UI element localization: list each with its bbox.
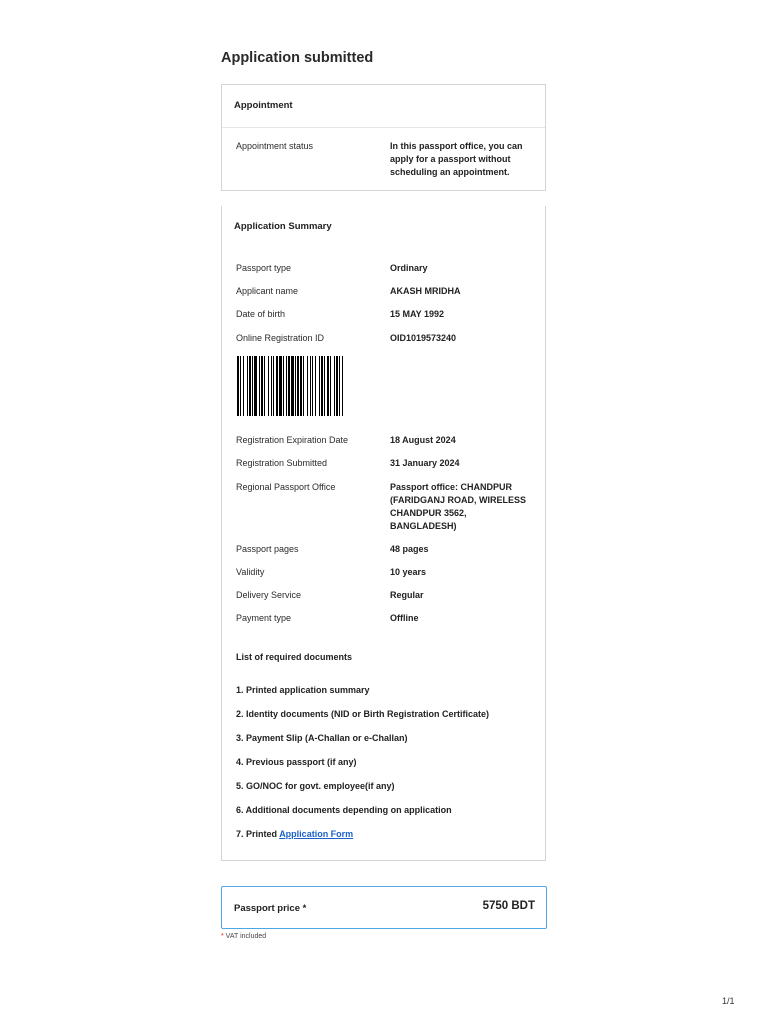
document-item-prefix: 7. Printed [236,829,280,839]
required-documents-header: List of required documents [236,652,353,662]
barcode-bar [334,356,335,416]
barcode-bar [297,356,299,416]
barcode-bar [279,356,282,416]
registration-expiration-value: 18 August 2024 [390,435,456,445]
registration-submitted-value: 31 January 2024 [390,458,460,468]
passport-pages-value: 48 pages [390,544,429,554]
passport-price-card [221,886,547,929]
appointment-header: Appointment [234,100,293,111]
appointment-card [221,84,546,191]
applicant-name-label: Applicant name [236,286,299,296]
appointment-status-label: Appointment status [236,141,314,151]
page-number: 1/1 [722,996,735,1006]
barcode-bar [288,356,290,416]
registration-submitted-label: Registration Submitted [236,458,328,468]
barcode-bar [261,356,263,416]
barcode-bar [342,356,343,416]
validity-value: 10 years [390,567,427,577]
barcode-bar [300,356,302,416]
barcode-bar [259,356,260,416]
barcode-bar [243,356,244,416]
payment-type-label: Payment type [236,613,292,623]
barcode-bar [327,356,329,416]
document-item: 1. Printed application summary [236,685,370,695]
required-star: * [221,933,224,940]
passport-price-value: 5750 BDT [482,900,535,912]
document-item: 6. Additional documents depending on application [236,805,452,815]
date-of-birth-label: Date of birth [236,309,286,319]
appointment-status-value: In this passport office, you can apply for a passport without scheduling an appointment. [390,141,523,177]
delivery-service-label: Delivery Service [236,590,302,600]
barcode-bar [295,356,296,416]
barcode-bar [249,356,251,416]
barcode-bar [276,356,278,416]
registration-barcode [237,356,407,416]
registration-id-label: Online Registration ID [236,333,325,343]
barcode-bar [319,356,320,416]
barcode-bar [310,356,311,416]
passport-type-value: Ordinary [390,263,428,273]
barcode-bar [315,356,316,416]
barcode-bar [321,356,323,416]
barcode-bar [268,356,269,416]
page-title: Application submitted [221,50,374,66]
document-item: 4. Previous passport (if any) [236,757,357,767]
registration-id-value: OID1019573240 [390,333,457,343]
barcode-bar [264,356,265,416]
barcode-bar [330,356,331,416]
applicant-name-value: AKASH MRIDHA [390,286,461,296]
vat-note [221,933,266,940]
barcode-bar [273,356,274,416]
payment-type-value: Offline [390,613,419,623]
barcode-bar [324,356,325,416]
barcode-bar [254,356,257,416]
barcode-bar [339,356,340,416]
summary-header: Application Summary [234,221,332,232]
barcode-bar [240,356,241,416]
document-item: 3. Payment Slip (A-Challan or e-Challan) [236,733,408,743]
document-item-application-form [236,829,353,839]
barcode-bar [336,356,338,416]
delivery-service-value: Regular [390,590,424,600]
barcode-bar [271,356,272,416]
passport-pages-label: Passport pages [236,544,299,554]
application-form-link[interactable]: Application Form [279,829,354,839]
barcode-bar [247,356,248,416]
regional-office-label: Regional Passport Office [236,482,336,492]
date-of-birth-value: 15 MAY 1992 [390,309,445,319]
document-item: 2. Identity documents (NID or Birth Registration Certificate) [236,709,490,719]
document-item: 5. GO/NOC for govt. employee(if any) [236,781,395,791]
barcode-bar [286,356,287,416]
barcode-bar [303,356,304,416]
appointment-divider [222,127,545,128]
passport-price-label: Passport price * [234,903,307,914]
regional-office-value: Passport office: CHANDPUR (FARIDGANJ ROAD, WIRELESS CHANDPUR 3562, BANGLADESH) [390,482,527,531]
validity-label: Validity [236,567,265,577]
passport-type-label: Passport type [236,263,292,273]
vat-note-text: VAT included [223,933,267,940]
barcode-bar [307,356,308,416]
barcode-bar [312,356,313,416]
barcode-bar [252,356,253,416]
barcode-bar [237,356,239,416]
application-summary-card [221,206,546,861]
barcode-bar [291,356,294,416]
registration-expiration-label: Registration Expiration Date [236,435,349,445]
barcode-bar [283,356,284,416]
